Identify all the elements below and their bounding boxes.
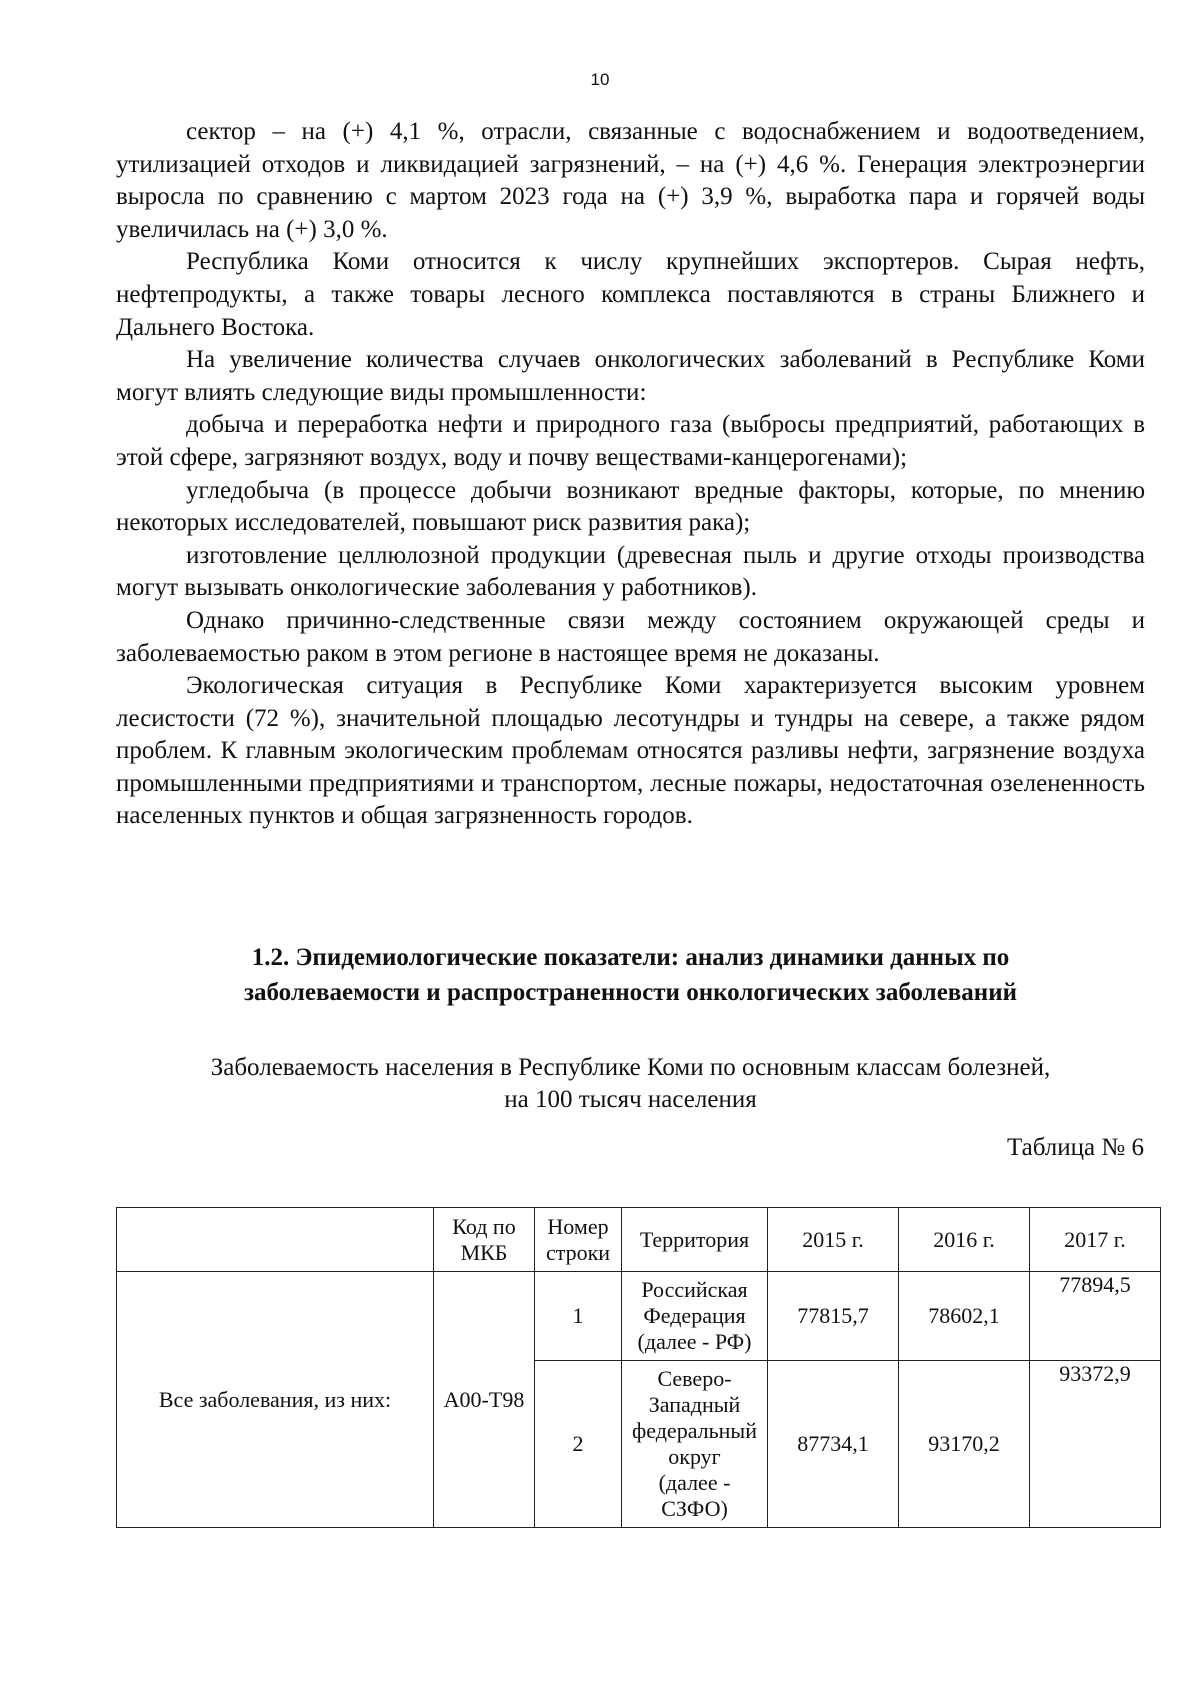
data-table bbox=[116, 1207, 1161, 1528]
paragraph: изготовление целлюлозной продукции (древесная пыль и другие отходы производства могут вызывать онкологические заболевания у работников). bbox=[116, 541, 1145, 602]
value-2016-cell: 78602,1 bbox=[899, 1272, 1030, 1361]
table-caption-line: на 100 тысяч населения bbox=[504, 1086, 757, 1113]
value-2015-cell: 87734,1 bbox=[768, 1361, 899, 1528]
header-territory: Территория bbox=[622, 1208, 768, 1272]
header-name bbox=[117, 1208, 434, 1272]
row-number-cell: 1 bbox=[535, 1272, 622, 1361]
territory-cell: Российская Федерация (далее - РФ) bbox=[622, 1272, 768, 1361]
paragraph: На увеличение количества случаев онкологических заболеваний в Республике Коми могут влиять следующие виды промышленности: bbox=[116, 346, 1145, 406]
section-heading-line: заболеваемости и распространенности онкологических заболеваний bbox=[243, 979, 1018, 1006]
body-text bbox=[116, 116, 1145, 833]
paragraph: Однако причинно-следственные связи между состоянием окружающей среды и заболеваемостью раком в этом регионе в настоящее время не доказаны. bbox=[116, 606, 1145, 667]
group-code-cell: А00-Т98 bbox=[434, 1272, 535, 1528]
table-caption-line: Заболеваемость населения в Республике Коми по основным классам болезней, bbox=[210, 1054, 1051, 1081]
header-2017: 2017 г. bbox=[1030, 1208, 1161, 1272]
paragraph: угледобыча (в процессе добычи возникают вредные факторы, которые, по мнению некоторых исследователей, повышают риск развития рака); bbox=[116, 476, 1145, 537]
table-header-row bbox=[117, 1208, 1161, 1272]
paragraph: сектор – на (+) 4,1 %, отрасли, связанные с водоснабжением и водоотведением, утилизацией отходов и ликвидацией загрязнений, – на (+) 4,6 %. Генерация электроэнергии выросла по сравнению с мартом 2023 года на (+) 3,9 %, выработка пара и горячей воды увеличилась на (+) 3,0 %. bbox=[116, 118, 1145, 243]
header-code: Код по МКБ bbox=[434, 1208, 535, 1272]
table-number: Таблица № 6 bbox=[1006, 1134, 1144, 1161]
value-2016-cell: 93170,2 bbox=[899, 1361, 1030, 1528]
page-number: 10 bbox=[590, 70, 610, 89]
value-2015-cell: 77815,7 bbox=[768, 1272, 899, 1361]
table-row bbox=[117, 1272, 1161, 1361]
territory-cell: Северо- Западный федеральный округ (далее - СЗФО) bbox=[622, 1361, 768, 1528]
value-2017-cell: 77894,5 bbox=[1030, 1272, 1161, 1361]
paragraph: Республика Коми относится к числу крупнейших экспортеров. Сырая нефть, нефтепродукты, а также товары лесного комплекса поставляются в страны Ближнего и Дальнего Востока. bbox=[116, 248, 1145, 341]
value-2017-cell: 93372,9 bbox=[1030, 1361, 1161, 1528]
row-number-cell: 2 bbox=[535, 1361, 622, 1528]
section-heading bbox=[116, 940, 1145, 1010]
header-2016: 2016 г. bbox=[899, 1208, 1030, 1272]
table-caption bbox=[116, 1052, 1145, 1116]
paragraph: Экологическая ситуация в Республике Коми характеризуется высоким уровнем лесистости (72 %), значительной площадью лесотундры и тундры на севере, а также рядом проблем. К главным экологическим проблемам относятся разливы нефти, загрязнение воздуха промышленными предприятиями и транспортом, лесные пожары, недостаточная озелененность населенных пунктов и общая загрязненность городов. bbox=[116, 672, 1145, 830]
section-heading-line: 1.2. Эпидемиологические показатели: анализ динамики данных по bbox=[251, 944, 1010, 971]
header-2015: 2015 г. bbox=[768, 1208, 899, 1272]
header-row-number: Номер строки bbox=[535, 1208, 622, 1272]
group-name-cell: Все заболевания, из них: bbox=[117, 1272, 434, 1528]
paragraph: добыча и переработка нефти и природного газа (выбросы предприятий, работающих в этой сфере, загрязняют воздух, воду и почву веществами-канцерогенами); bbox=[116, 411, 1145, 471]
